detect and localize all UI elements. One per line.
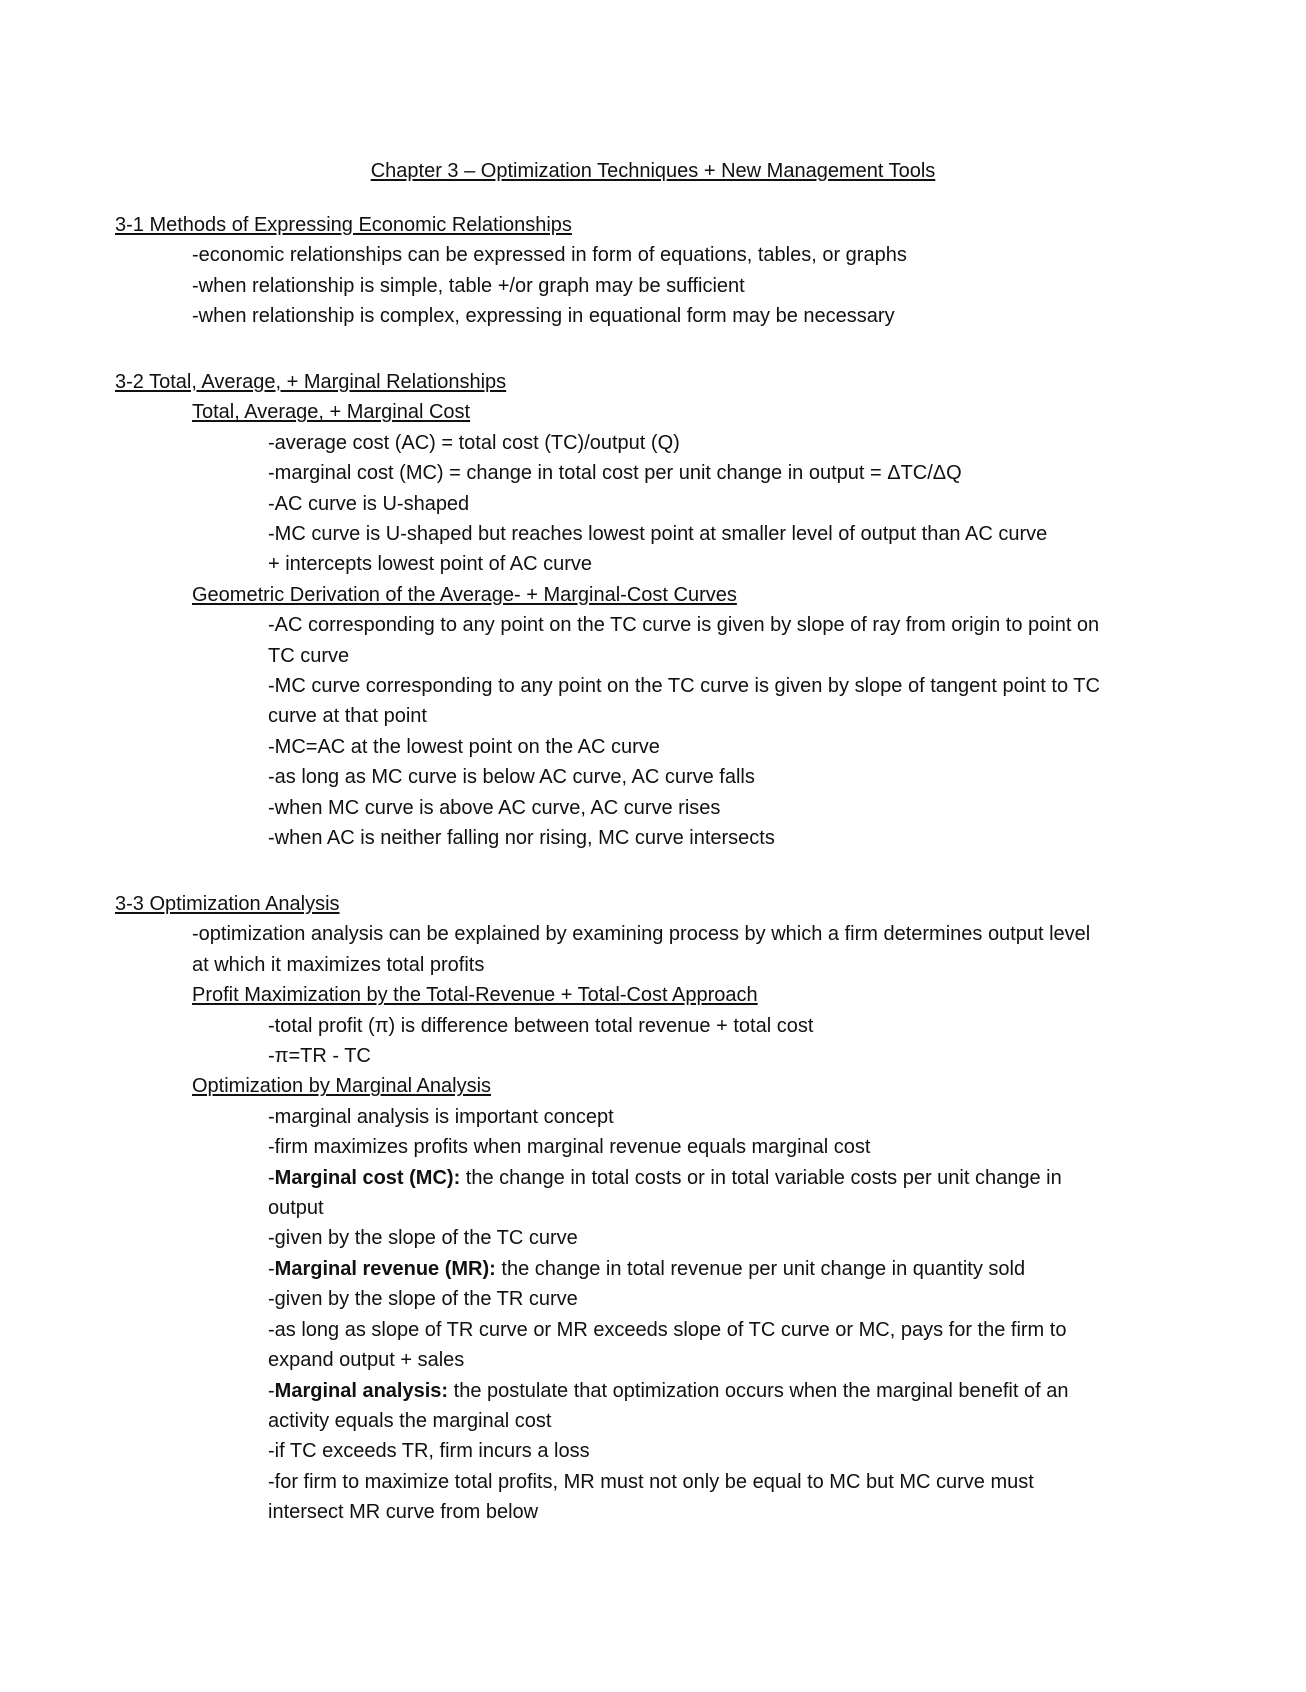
list-item: -total profit (π) is difference between total revenue + total cost [268, 1014, 814, 1037]
section-3-3 [0, 889, 1306, 1528]
page-title-text: Chapter 3 – Optimization Techniques + New Management Tools [370, 160, 936, 182]
subsection-total-average-marginal-cost-heading: Total, Average, + Marginal Cost [192, 401, 471, 424]
list-item: -when relationship is simple, table +/or graph may be sufficient [192, 274, 745, 297]
list-item: -when relationship is complex, expressing in equational form may be necessary [192, 305, 895, 328]
list-item: -given by the slope of the TC curve [268, 1227, 578, 1250]
subsection-profit-maximization-heading: Profit Maximization by the Total-Revenue + Total-Cost Approach [192, 984, 758, 1007]
list-item: -MC=AC at the lowest point on the AC curve [268, 735, 660, 758]
bullet-dash: - [268, 1379, 275, 1402]
term-marginal-cost: Marginal cost (MC): [274, 1166, 461, 1189]
list-item: -AC curve is U-shaped [268, 492, 470, 515]
list-item: -for firm to maximize total profits, MR must not only be equal to MC but MC curve must intersect MR curve from below [268, 1470, 1034, 1524]
bullet-dash: - [268, 1257, 275, 1280]
list-item: -when MC curve is above AC curve, AC curve rises [268, 796, 721, 819]
section-3-1 [0, 210, 1306, 332]
definition-marginal-analysis [268, 1376, 1108, 1437]
list-item: -when AC is neither falling nor rising, MC curve intersects [268, 827, 775, 850]
section-3-1-heading: 3-1 Methods of Expressing Economic Relationships [115, 214, 572, 236]
list-item: -optimization analysis can be explained by examining process by which a firm determines output level at which it maximizes total profits [192, 923, 1091, 976]
list-item: -marginal cost (MC) = change in total cost per unit change in output = ΔTC/ΔQ [268, 462, 962, 485]
definition-marginal-cost [268, 1163, 1108, 1224]
list-item: -MC curve is U-shaped but reaches lowest point at smaller level of output than AC curve [268, 523, 1048, 546]
list-item: -economic relationships can be expressed in form of equations, tables, or graphs [192, 244, 907, 267]
list-item: -π=TR - TC [268, 1045, 371, 1068]
list-item: -AC corresponding to any point on the TC curve is given by slope of ray from origin to point on TC curve [268, 614, 1100, 667]
list-item: -firm maximizes profits when marginal revenue equals marginal cost [268, 1136, 871, 1159]
list-item: + intercepts lowest point of AC curve [268, 553, 593, 576]
term-marginal-revenue: Marginal revenue (MR): [274, 1257, 496, 1280]
definition-text: the postulate that optimization occurs when the marginal benefit of an activity equals the marginal cost [268, 1379, 1069, 1432]
list-item: -if TC exceeds TR, firm incurs a loss [268, 1440, 590, 1463]
page-title [0, 158, 1306, 184]
subsection-marginal-analysis-heading: Optimization by Marginal Analysis [192, 1075, 492, 1098]
definition-text: the change in total costs or in total variable costs per unit change in output [268, 1166, 1062, 1220]
section-3-2-heading: 3-2 Total, Average, + Marginal Relationships [115, 371, 507, 393]
list-item: -MC curve corresponding to any point on the TC curve is given by slope of tangent point to TC curve at that point [268, 675, 1100, 728]
list-item: -given by the slope of the TR curve [268, 1288, 578, 1311]
definition-marginal-revenue [268, 1254, 1108, 1284]
section-3-3-heading: 3-3 Optimization Analysis [115, 893, 340, 915]
bullet-dash: - [268, 1166, 275, 1189]
section-3-2 [0, 367, 1306, 854]
list-item: -as long as MC curve is below AC curve, AC curve falls [268, 766, 755, 789]
list-item: -as long as slope of TR curve or MR exceeds slope of TC curve or MC, pays for the firm to expand output + sales [268, 1318, 1067, 1372]
subsection-geometric-derivation-heading: Geometric Derivation of the Average- + Marginal-Cost Curves [192, 583, 737, 606]
list-item: -marginal analysis is important concept [268, 1105, 614, 1128]
list-item: -average cost (AC) = total cost (TC)/output (Q) [268, 431, 680, 454]
term-marginal-analysis: Marginal analysis: [274, 1379, 449, 1402]
definition-text: the change in total revenue per unit change in quantity sold [495, 1257, 1026, 1280]
